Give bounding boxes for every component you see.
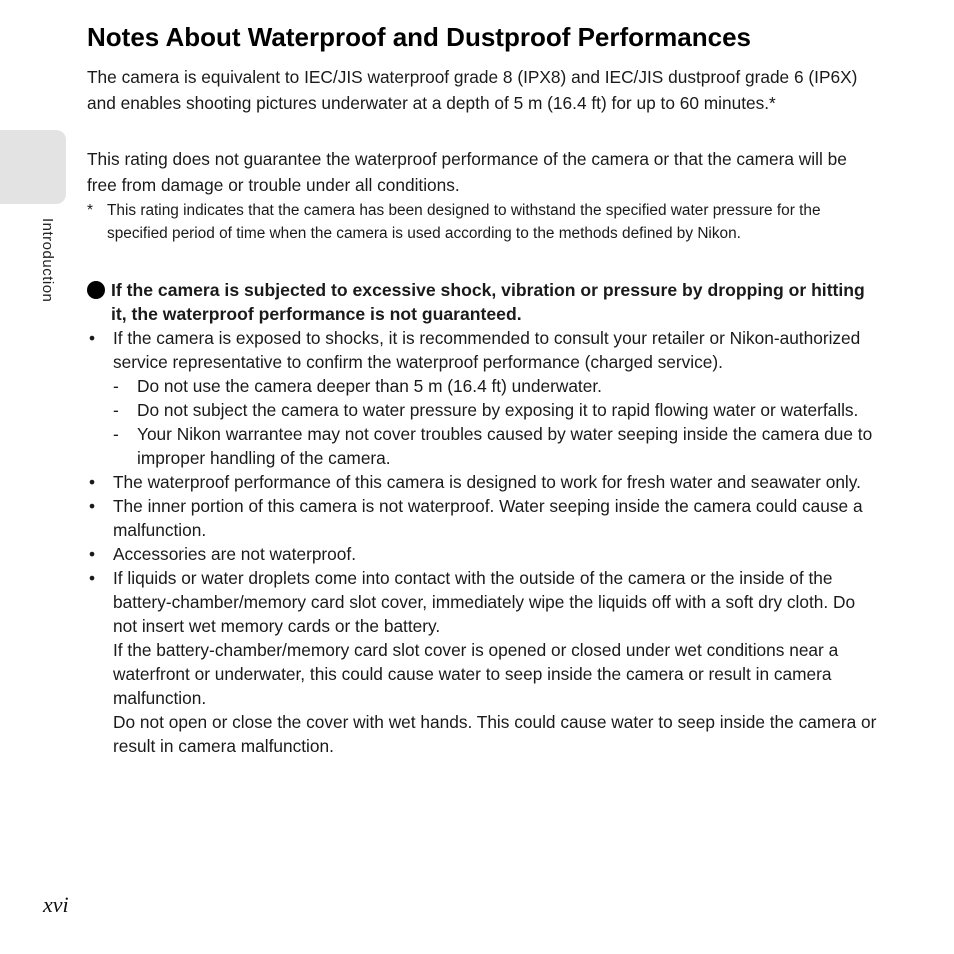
notes-list — [87, 326, 877, 758]
list-item-text: The waterproof performance of this camera is designed to work for fresh water and seawater only. — [113, 472, 861, 492]
bullet-icon: • — [89, 568, 96, 588]
list-item-text: Accessories are not waterproof. — [113, 544, 357, 564]
intro-paragraph: The camera is equivalent to IEC/JIS waterproof grade 8 (IPX8) and IEC/JIS dustproof grade 6 (IP6X) and enables shooting pictures underwater at a depth of 5 m (16.4 ft) for up to 60 minutes.* — [87, 67, 858, 113]
sub-list-item-text: Your Nikon warrantee may not cover troubles caused by water seeping inside the camera due to improper handling of the camera. — [137, 424, 873, 468]
bullet-icon: • — [89, 328, 96, 348]
bullet-icon: • — [89, 496, 96, 516]
dash-icon: - — [113, 376, 119, 396]
list-item-extra-text: Do not open or close the cover with wet hands. This could cause water to seep inside the camera or result in camera malfunction. — [113, 712, 877, 756]
page-title: Notes About Waterproof and Dustproof Performances — [87, 22, 752, 52]
sub-list-item — [113, 374, 877, 398]
disclaimer-paragraph: This rating does not guarantee the waterproof performance of the camera or that the camera will be free from damage or trouble under all conditions. — [87, 149, 847, 195]
list-item-text: If liquids or water droplets come into contact with the outside of the camera or the inside of the battery-chamber/memory card slot cover, immediately wipe the liquids off with a soft dry cloth. Do not insert wet memory cards or the battery. — [113, 568, 856, 636]
page-number: xvi — [43, 892, 69, 917]
list-item — [87, 566, 877, 758]
section-label: Introduction — [39, 218, 56, 303]
list-item-text: If the camera is exposed to shocks, it is recommended to consult your retailer or Nikon-authorized service representative to confirm the waterproof performance (charged service). — [113, 328, 861, 372]
footnote-mark: * — [87, 202, 93, 219]
bullet-icon: • — [89, 472, 96, 492]
list-item — [87, 470, 877, 494]
sub-list-item — [113, 422, 877, 470]
sub-list-item — [113, 398, 877, 422]
list-item-text: The inner portion of this camera is not waterproof. Water seeping inside the camera could cause a malfunction. — [113, 496, 863, 540]
dash-icon: - — [113, 424, 119, 444]
sub-list-item-text: Do not use the camera deeper than 5 m (16.4 ft) underwater. — [137, 376, 602, 396]
list-item — [87, 494, 877, 542]
list-item-extra-text: If the battery-chamber/memory card slot cover is opened or closed under wet conditions near a waterfront or underwater, this could cause water to seep inside the camera or result in camera malfunction. — [113, 640, 839, 708]
list-item — [87, 542, 877, 566]
warning-bullet-icon — [87, 281, 105, 299]
bullet-icon: • — [89, 544, 96, 564]
sub-list — [113, 374, 877, 470]
footnote — [87, 200, 871, 245]
warning-text: If the camera is subjected to excessive shock, vibration or pressure by dropping or hitting it, the waterproof performance is not guaranteed. — [111, 280, 865, 324]
sub-list-item-text: Do not subject the camera to water pressure by exposing it to rapid flowing water or waterfalls. — [137, 400, 859, 420]
list-item — [87, 326, 877, 470]
dash-icon: - — [113, 400, 119, 420]
section-tab — [0, 130, 66, 204]
warning-heading — [87, 278, 871, 326]
footnote-text: This rating indicates that the camera has been designed to withstand the specified water pressure for the specified period of time when the camera is used according to the methods defined by Nikon. — [107, 202, 821, 242]
